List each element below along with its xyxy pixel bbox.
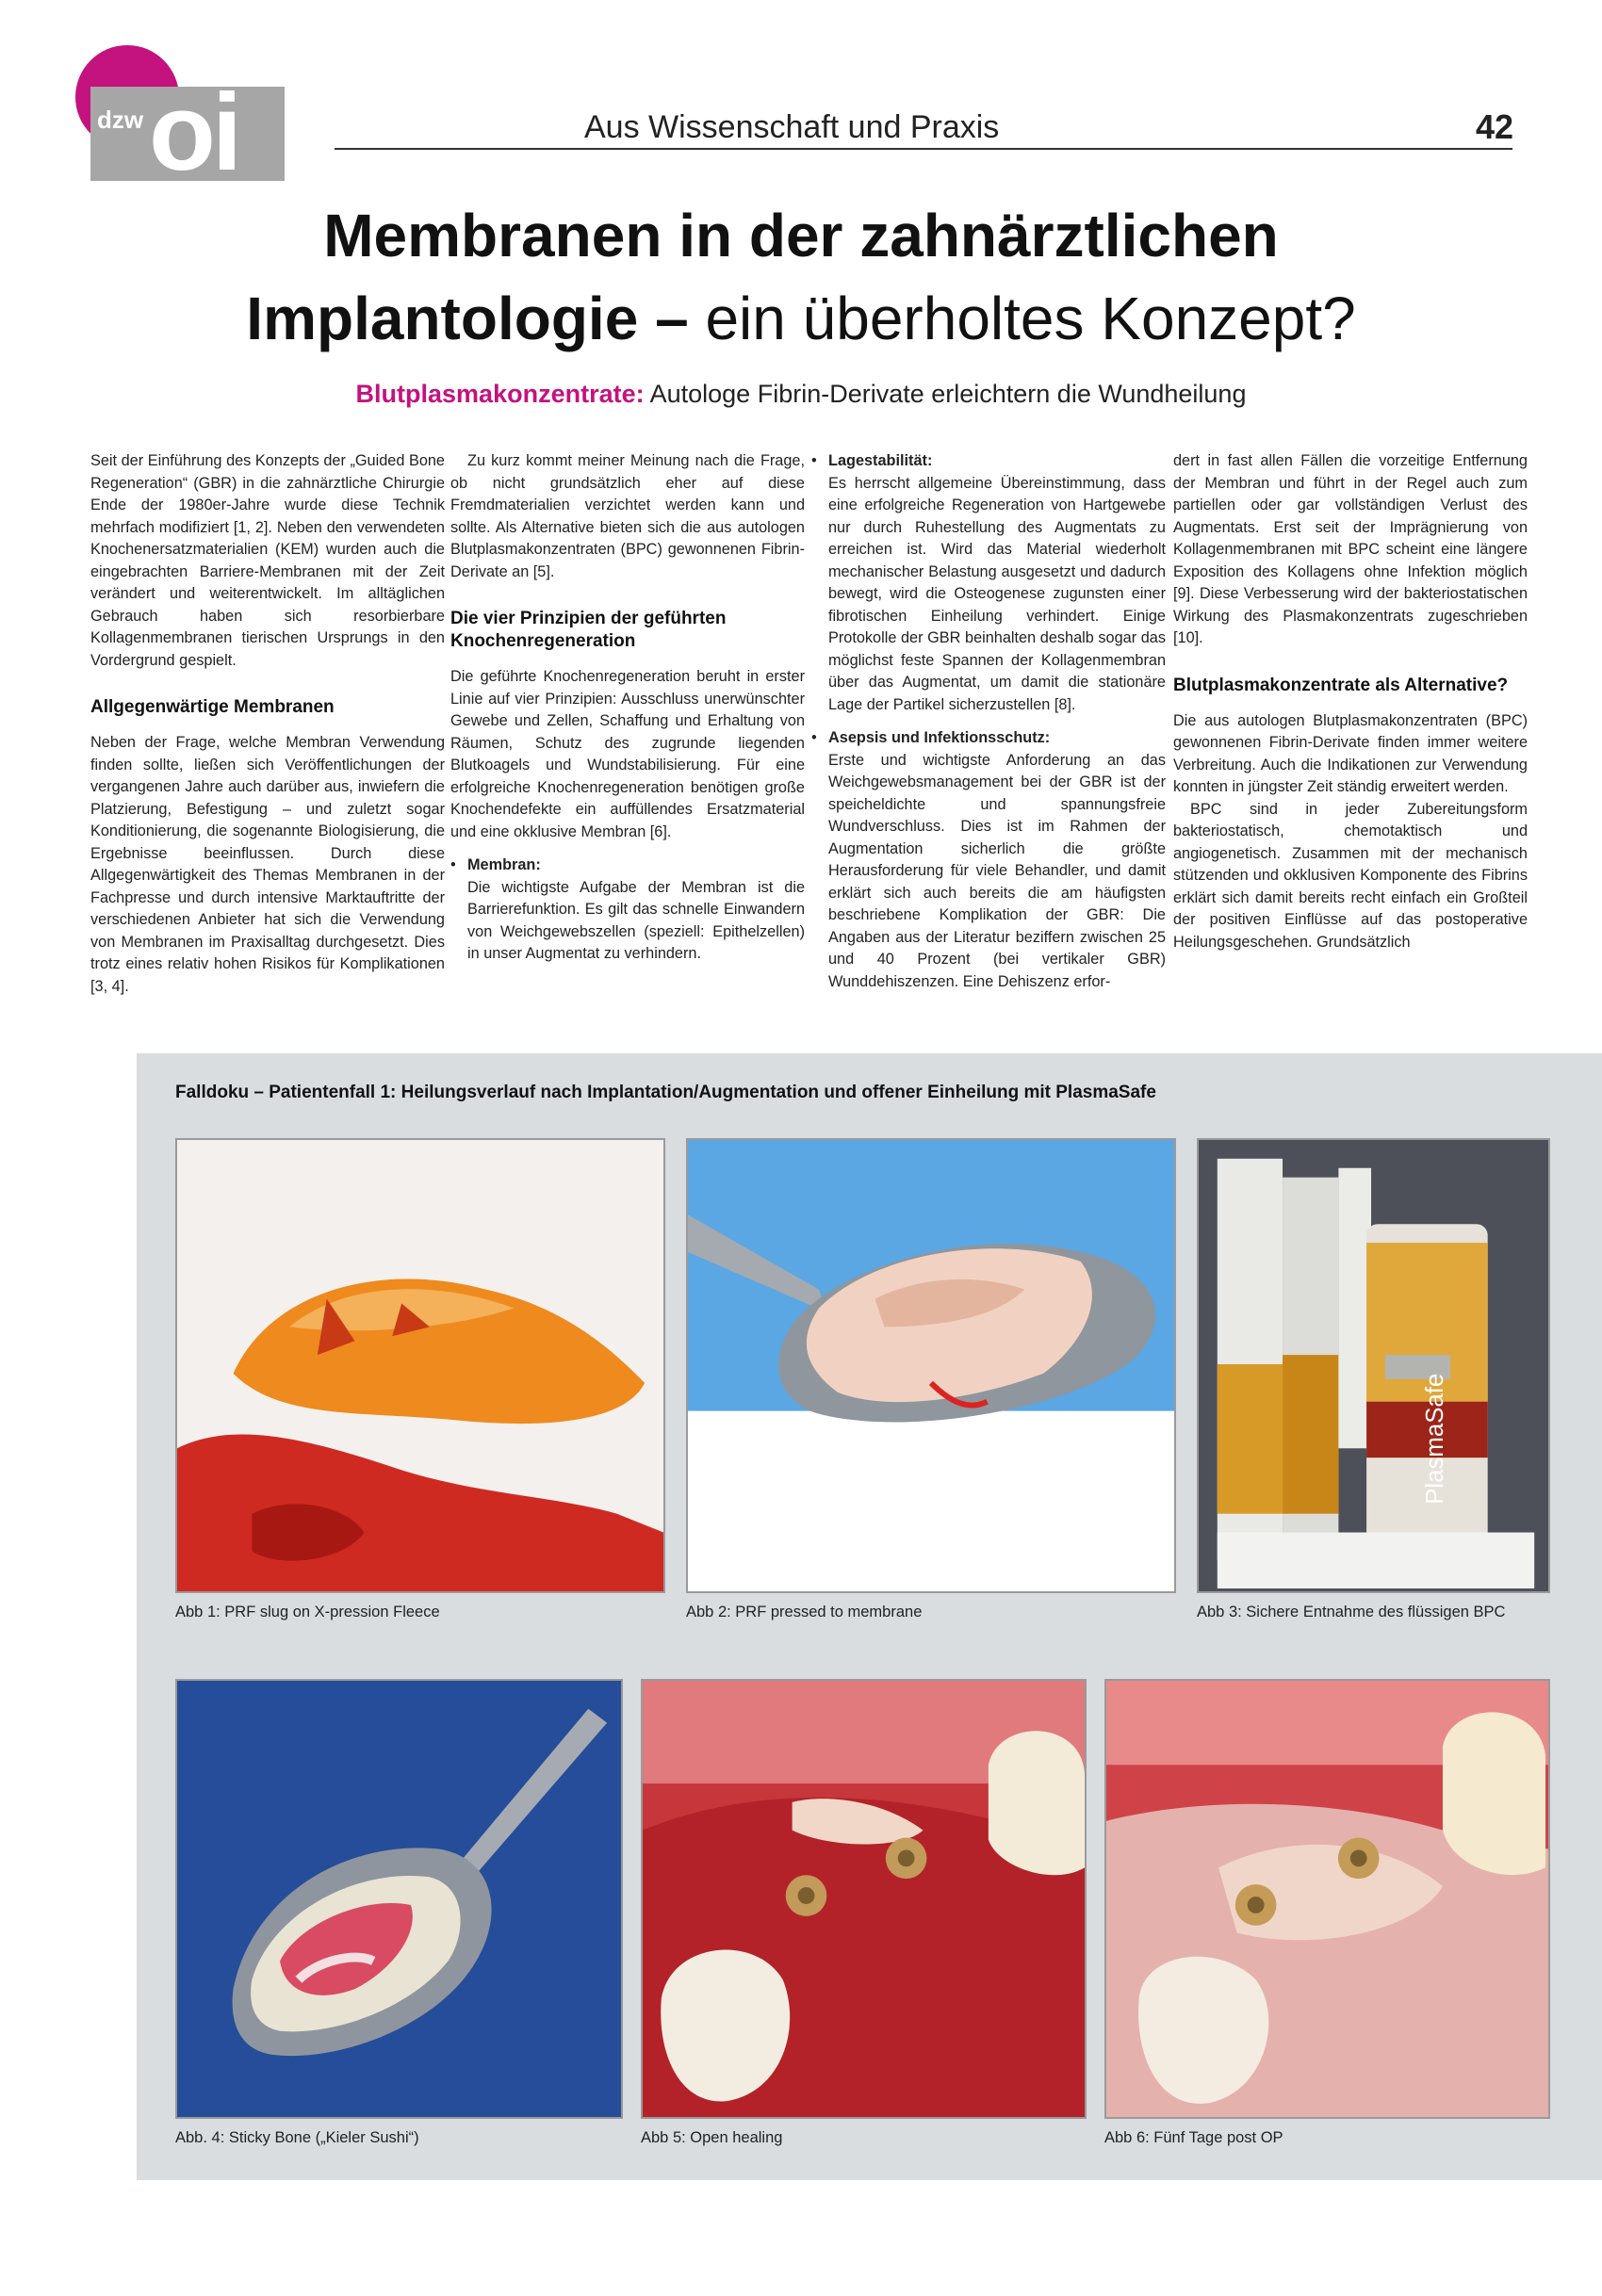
text-column-1 — [90, 450, 445, 998]
section-heading: Blutplasmakonzentrate als Alternative? — [1173, 675, 1509, 695]
bullet-title: Lagestabilität: — [828, 452, 933, 469]
bullet-title: Membran: — [467, 856, 541, 873]
text-column-2 — [450, 450, 805, 966]
header-divider — [335, 148, 1512, 150]
logo-dzw-text: dzw — [97, 106, 144, 134]
section-title: Aus Wissenschaft und Praxis — [584, 109, 1000, 145]
title-line1-text: Membranen in der zahnärztlichen — [323, 202, 1279, 269]
title-line2-light: ein überholtes Konzept? — [705, 285, 1356, 352]
paragraph: Seit der Einführung des Konzepts der „Guided Bone Regeneration“ (GBR) in die zahnärztliche Chirurgie Ende der 1980er-Jahre wurde diese Technik mehrfach modifiziert [1, 2]. Neben den verwendeten Knochenersatzmaterialien (KEM) wurden auch die eingebrachten Barriere-Membranen mit der Zeit verändert und weiterentwickelt. Im alltäglichen Gebrauch haben sich resorbierbare Kollagenmembranen tierischen Ursprungs in den Vordergrund gespielt. — [90, 452, 445, 669]
bullet-icon: • — [450, 856, 456, 873]
bullet-text: Es herrscht allgemeine Übereinstimmung, dass eine erfolgreiche Regeneration von Hartgewebe nur durch Ruhestellung des Augmentats zu erreichen ist. Wird das Material wiederholt mechanischer Belastung ausgesetzt und dadurch bewegt, wird die Osteogenese zugunsten einer fibrotischen Einheilung verhindert. Einige Protokolle der GBR beinhalten deshalb sogar das möglichst feste Spannen der Kollagenmembran über das Augmentat, um damit die stationäre Lage der Partikel sicherzustellen [8]. — [828, 474, 1166, 713]
bullet-icon: • — [811, 729, 817, 746]
paragraph: Neben der Frage, welche Membran Verwendung finden sollte, ließen sich Veröffentlichungen der vergangenen Jahre auch darüber aus, inwiefern die Platzierung, Befestigung – und zuletzt sogar Konditionierung, die sogenannte Biologisierung, die Ergebnisse beeinflussen. Durch diese Allgegenwärtigkeit des Themas Membranen in der Fachpresse und durch intensive Marktauftritte der verschiedenen Anbieter hat sich die Verwendung von Membranen im Praxisalltag durchgesetzt. Dies trotz eines relativ hohen Risikos für Komplikationen [3, 4]. — [90, 734, 445, 995]
bullet-title: Asepsis und Infektionsschutz: — [828, 729, 1051, 746]
bullet-icon: • — [811, 452, 817, 469]
paragraph: Die aus autologen Blutplasmakonzentraten (BPC) gewonnenen Fibrin-Derivate finden immer weitere Verbreitung. Auch die Indikationen zur Verwendung konnten in jüngster Zeit ständig erweitert werden. — [1173, 711, 1528, 795]
plasmasafe-label: PlasmaSafe — [1422, 1373, 1449, 1505]
figure-5-caption: Abb 5: Open healing — [641, 2129, 783, 2146]
figure-4-caption: Abb. 4: Sticky Bone („Kieler Sushi“) — [175, 2129, 419, 2146]
page-number: 42 — [1475, 107, 1513, 146]
figure-2-caption: Abb 2: PRF pressed to membrane — [686, 1604, 923, 1620]
figure-6-photo — [1104, 1679, 1550, 2119]
paragraph: BPC sind in jeder Zubereitungsform bakteriostatisch, chemotaktisch und angiogenetisch. Zusammen mit der mechanisch stützenden und okklusiven Komponente des Fibrins erklärt sich damit bereits recht einfach ein Großteil der positiven Einflüsse auf das postoperative Heilungsgeschehen. Grundsätzlich — [1173, 800, 1528, 951]
title-line2-bold: Implantologie – — [246, 285, 689, 352]
paragraph: dert in fast allen Fällen die vorzeitige Entfernung der Membran und führt in der Regel auch zum partiellen oder gar vollständigen Verlust des Augmentats. Erst seit der Imprägnierung von Kollagenmembranen mit BPC scheint eine längere Exposition des Kollagens ohne Infektion möglich [9]. Diese Verbesserung wird der bakteriostatischen Wirkung des Plasmakonzentrats zugeschrieben [10]. — [1173, 452, 1528, 646]
bullet-item — [811, 727, 1166, 993]
bullet-text: Die wichtigste Aufgabe der Membran ist die Barrierefunktion. Es gilt das schnelle Einwandern von Weichgewebszellen (speziell: Epithelzellen) in unser Augmentat zu verhindern. — [467, 878, 805, 962]
figure-4-photo — [175, 1679, 623, 2119]
subtitle-text: Autologe Fibrin-Derivate erleichtern die Wundheilung — [649, 380, 1247, 408]
figure-3-photo — [1197, 1138, 1550, 1593]
paragraph: Zu kurz kommt meiner Meinung nach die Frage, ob nicht grundsätzlich eher auf diese Fremdmaterialien verzichtet werden kann und sollte. Als Alternative bieten sich die aus autologen Blutplasmakonzentraten (BPC) gewonnenen Fibrin-Derivate an [5]. — [450, 452, 805, 580]
bullet-item — [450, 855, 805, 966]
subtitle-highlight: Blutplasmakonzentrate: — [355, 380, 645, 408]
text-column-3 — [811, 450, 1166, 993]
article-title-line2 — [94, 283, 1508, 354]
figure-1-photo — [175, 1138, 665, 1593]
figure-3-caption: Abb 3: Sichere Entnahme des flüssigen BPC — [1197, 1604, 1506, 1620]
bullet-text: Erste und wichtigste Anforderung an das Weichgewebsmanagement bei der GBR ist der speicheldichte und spannungsfreie Wundverschluss. Dies ist im Rahmen der Augmentation sicherlich die größte Herausforderung für viele Behandler, und damit erklärt sich auch bereits die am häufigsten beschriebene Komplikation der GBR: Die Angaben aus der Literatur beziffern zwischen 25 und 40 Prozent (bei vertikaler GBR) Wunddehiszenzen. Eine Dehiszenz erfor- — [828, 751, 1166, 990]
bullet-item — [811, 450, 1166, 716]
figure-5-photo — [641, 1679, 1087, 2119]
logo-oi-text: oi — [149, 71, 239, 193]
figure-2-photo — [686, 1138, 1176, 1593]
case-panel-title: Falldoku – Patientenfall 1: Heilungsverlauf nach Implantation/Augmentation und offener Einheilung mit PlasmaSafe — [175, 1083, 1156, 1102]
figure-6-caption: Abb 6: Fünf Tage post OP — [1104, 2129, 1283, 2146]
figure-1-caption: Abb 1: PRF slug on X-pression Fleece — [175, 1604, 440, 1620]
article-subtitle — [94, 380, 1508, 409]
text-column-4 — [1173, 450, 1528, 953]
section-heading: Die vier Prinzipien der geführten Knochenregeneration — [450, 609, 727, 651]
article-title-line1 — [94, 200, 1508, 271]
section-heading: Allgegenwärtige Membranen — [90, 697, 335, 717]
paragraph: Die geführte Knochenregeneration beruht in erster Linie auf vier Prinzipien: Ausschluss unerwünschter Gewebe und Zellen, Schaffung und Erhaltung von Räumen, Schutz des zugrunde liegenden Blutkoagels und Wundstabilisierung. Für eine erfolgreiche Knochenregeneration benötigen große Knochendefekte ein auffüllendes Ersatzmaterial und eine okklusive Membran [6]. — [450, 668, 805, 840]
